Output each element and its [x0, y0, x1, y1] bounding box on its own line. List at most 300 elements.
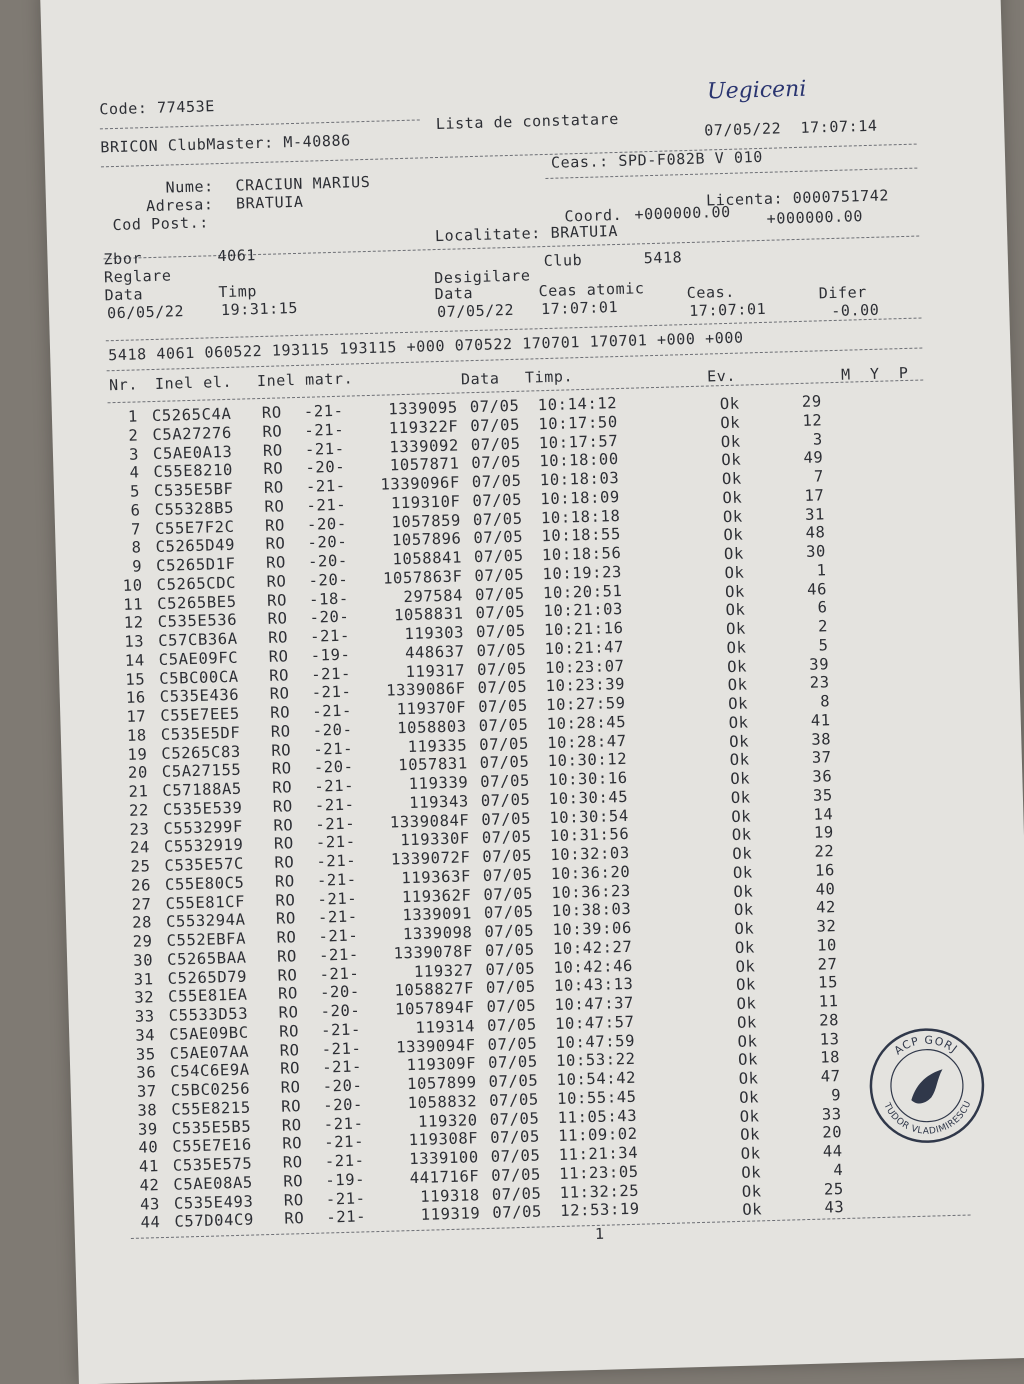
- cell-co: RO: [273, 834, 295, 854]
- cell-ring: 1339100: [409, 1148, 480, 1169]
- data-label: Data: [434, 284, 474, 304]
- cell-ring: 1057859: [391, 510, 462, 531]
- cell-ring: 119362F: [401, 885, 472, 906]
- cell-time: 10:47:37: [554, 993, 635, 1015]
- cell-yr: -21-: [314, 776, 355, 796]
- cell-co: RO: [266, 590, 288, 610]
- cell-yr: -21-: [313, 739, 354, 759]
- cell-p: 14: [813, 804, 834, 824]
- cell-p: 31: [804, 504, 826, 524]
- cell-ev: Ok: [741, 1163, 762, 1182]
- cell-time: 10:17:50: [538, 412, 619, 434]
- cell-date: 07/05: [481, 809, 532, 829]
- cell-yr: -21-: [317, 907, 358, 927]
- cell-co: RO: [262, 440, 284, 460]
- cell-yr: -21-: [304, 420, 345, 440]
- cell-nr: 5: [129, 482, 141, 501]
- cell-co: RO: [279, 1040, 300, 1060]
- cell-date: 07/05: [477, 677, 528, 698]
- cell-nr: 35: [135, 1044, 156, 1064]
- cell-p: 47: [820, 1067, 841, 1086]
- cell-co: RO: [275, 909, 297, 929]
- cell-el: C55E81CF: [165, 892, 246, 913]
- cell-co: RO: [271, 759, 292, 779]
- cell-yr: -21-: [321, 1038, 362, 1059]
- cell-time: 10:14:12: [537, 394, 618, 415]
- cell-el: C5BC00CA: [159, 667, 239, 688]
- cell-p: 8: [819, 692, 831, 711]
- stamp-text-bottom: TUDOR VLADIMIRESCU: [881, 1099, 974, 1137]
- cell-yr: -20-: [308, 570, 349, 590]
- cell-ring: 448637: [404, 642, 465, 662]
- software-label: BRICON ClubMaster: M-40886: [100, 131, 351, 157]
- cell-yr: -20-: [305, 457, 346, 478]
- locality: Localitate: BRATUIA: [434, 221, 619, 246]
- cell-ev: Ok: [723, 544, 745, 564]
- cell-date: 07/05: [490, 1146, 541, 1166]
- cell-date: 07/05: [474, 584, 525, 604]
- club-stamp: [865, 1024, 988, 1147]
- cell-ev: Ok: [722, 488, 743, 507]
- cell-co: RO: [282, 1134, 303, 1153]
- cell-ev: Ok: [727, 675, 748, 695]
- page-number: 1: [594, 1224, 605, 1243]
- cell-nr: 15: [125, 669, 146, 689]
- cell-ev: Ok: [719, 394, 740, 414]
- cell-p: 2: [817, 617, 829, 636]
- cell-time: 10:38:03: [551, 900, 632, 921]
- cell-yr: -21-: [317, 889, 358, 909]
- cell-yr: -20-: [309, 607, 350, 627]
- cell-ring: 441716F: [409, 1166, 480, 1187]
- cell-date: 07/05: [485, 977, 536, 998]
- nume-label: Nume:: [165, 177, 214, 197]
- cell-p: 27: [817, 954, 838, 974]
- cell-date: 07/05: [484, 921, 535, 941]
- cell-ring: 1339092: [389, 435, 460, 456]
- cell-nr: 36: [136, 1063, 157, 1082]
- cell-el: C535E575: [172, 1154, 253, 1175]
- cell-ev: Ok: [722, 507, 744, 526]
- cell-date: 07/05: [488, 1071, 539, 1091]
- cell-nr: 34: [135, 1025, 156, 1045]
- cell-date: 07/05: [486, 1015, 537, 1035]
- cell-yr: -21-: [316, 851, 357, 871]
- cell-ring: 1339098: [402, 923, 473, 944]
- cell-p: 43: [824, 1198, 845, 1217]
- cell-ev: Ok: [724, 563, 745, 582]
- cell-p: 15: [817, 973, 839, 992]
- cell-yr: -21-: [312, 701, 353, 721]
- cell-co: RO: [277, 984, 299, 1003]
- cell-p: 46: [806, 579, 828, 599]
- cell-nr: 20: [127, 763, 149, 783]
- cell-yr: -21-: [306, 495, 347, 515]
- clock-model: Ceas.: SPD-F082B V 010: [550, 147, 764, 172]
- cell-time: 10:21:03: [543, 600, 624, 621]
- cell-ring: 119327: [413, 960, 474, 981]
- cell-p: 6: [817, 598, 828, 617]
- cell-time: 10:39:06: [552, 918, 633, 940]
- cell-el: C535E5DF: [160, 723, 241, 744]
- cell-p: 25: [823, 1179, 845, 1199]
- document-title: Lista de constatare: [435, 109, 620, 133]
- cell-time: 10:21:16: [543, 618, 624, 640]
- cell-yr: -21-: [326, 1207, 367, 1227]
- cell-date: 07/05: [470, 415, 521, 435]
- cell-ring: 119330F: [400, 829, 471, 850]
- cell-ev: Ok: [725, 619, 747, 639]
- cell-ev: Ok: [730, 788, 751, 807]
- cell-co: RO: [268, 647, 289, 666]
- cell-date: 07/05: [482, 846, 533, 866]
- cell-nr: 9: [131, 557, 143, 576]
- cell-p: 38: [811, 729, 832, 749]
- cell-nr: 38: [137, 1100, 158, 1120]
- cell-p: 5: [818, 635, 829, 655]
- cell-time: 10:19:23: [542, 562, 623, 583]
- cell-ev: Ok: [729, 750, 750, 770]
- cell-nr: 42: [139, 1175, 160, 1195]
- cell-el: C57D04C9: [174, 1210, 255, 1231]
- cell-nr: 32: [134, 988, 155, 1008]
- cell-co: RO: [270, 722, 291, 741]
- cell-ev: Ok: [723, 525, 744, 545]
- col-data: Data: [460, 369, 500, 389]
- cell-ev: Ok: [730, 769, 751, 789]
- cell-el: C535E5B5: [171, 1117, 252, 1138]
- col-inel-matr: Inel matr.: [256, 369, 354, 391]
- cell-co: RO: [279, 1059, 301, 1078]
- cell-el: C55E80C5: [164, 873, 245, 894]
- cell-ev: Ok: [734, 919, 755, 938]
- ceas-label: Ceas.: [686, 282, 736, 303]
- cell-ev: Ok: [737, 1050, 759, 1070]
- cell-el: C5532919: [163, 835, 244, 857]
- cell-nr: 6: [130, 501, 141, 520]
- cell-date: 07/05: [485, 959, 536, 979]
- cell-date: 07/05: [472, 509, 523, 529]
- cell-time: 10:54:42: [556, 1068, 637, 1089]
- cell-nr: 23: [129, 819, 150, 839]
- cell-nr: 12: [123, 613, 144, 633]
- coord-value-2: +000000.00: [766, 207, 864, 228]
- cell-ring: 1057899: [406, 1073, 477, 1094]
- cell-nr: 7: [130, 519, 142, 539]
- cell-ev: Ok: [737, 1031, 758, 1051]
- cell-ring: 119335: [407, 735, 468, 756]
- cell-date: 07/05: [480, 790, 531, 810]
- cell-ev: Ok: [727, 694, 749, 714]
- cell-el: C55E81EA: [167, 985, 248, 1007]
- cell-p: 35: [812, 785, 834, 805]
- cell-ring: 119314: [415, 1017, 476, 1037]
- cell-ev: Ok: [726, 657, 748, 676]
- cell-nr: 10: [122, 576, 143, 595]
- cell-co: RO: [278, 1003, 299, 1022]
- cell-el: C535E536: [157, 610, 238, 632]
- cell-nr: 13: [124, 632, 145, 651]
- cell-date: 07/05: [483, 902, 534, 923]
- cell-time: 12:53:19: [560, 1199, 640, 1221]
- cell-time: 10:32:03: [550, 843, 631, 865]
- cell-nr: 24: [129, 838, 151, 858]
- cell-date: 07/05: [476, 640, 527, 660]
- cell-time: 10:53:22: [555, 1050, 636, 1071]
- cell-el: C5265BAA: [166, 948, 247, 969]
- cell-el: C5AE08A5: [173, 1173, 254, 1194]
- cell-yr: -18-: [308, 589, 350, 609]
- flight-number: 4061: [217, 246, 257, 266]
- cell-co: RO: [276, 946, 298, 966]
- cell-nr: 14: [124, 651, 146, 670]
- cell-time: 11:09:02: [557, 1125, 638, 1146]
- cell-nr: 44: [140, 1213, 161, 1232]
- cell-ring: 119318: [419, 1185, 481, 1206]
- cell-ev: Ok: [739, 1125, 761, 1145]
- cell-ev: Ok: [729, 731, 750, 751]
- print-datetime: 07/05/22 17:07:14: [703, 116, 878, 140]
- cell-ring: 119343: [408, 792, 470, 812]
- cell-ev: Ok: [741, 1181, 762, 1201]
- cell-yr: -21-: [303, 401, 344, 421]
- cell-date: 07/05: [475, 621, 527, 642]
- cell-p: 22: [814, 842, 835, 861]
- cell-ev: Ok: [731, 806, 752, 826]
- cell-co: RO: [265, 534, 286, 554]
- cell-ring: 1339086F: [385, 679, 466, 700]
- cell-ring: 1339084F: [389, 810, 470, 832]
- cell-nr: 39: [137, 1119, 159, 1139]
- cell-date: 07/05: [489, 1109, 540, 1129]
- cell-nr: 22: [128, 801, 150, 820]
- cell-yr: -21-: [320, 1020, 362, 1040]
- cell-ring: 1058841: [392, 548, 463, 569]
- cell-nr: 25: [130, 857, 151, 876]
- printed-sheet: [40, 0, 1024, 1384]
- cell-nr: 26: [130, 876, 152, 895]
- cell-el: C5AE07AA: [169, 1042, 250, 1063]
- cell-p: 48: [805, 523, 826, 543]
- cell-yr: -21-: [318, 945, 360, 965]
- cell-p: 13: [819, 1029, 840, 1049]
- cell-ring: 297584: [403, 585, 464, 606]
- ceas-atomic-label: Ceas atomic: [538, 279, 645, 301]
- cell-el: C54C6E9A: [170, 1060, 250, 1082]
- cell-ring: 1058831: [393, 604, 464, 625]
- coord-label: Coord.: [564, 205, 623, 226]
- col-timp: Timp.: [524, 367, 574, 387]
- cell-p: 9: [830, 1085, 842, 1105]
- cell-co: RO: [269, 684, 290, 704]
- cell-ev: Ok: [728, 713, 749, 732]
- cell-date: 07/05: [469, 396, 520, 417]
- cell-co: RO: [272, 797, 294, 816]
- cell-el: C55E8215: [171, 1098, 251, 1119]
- cell-ev: Ok: [742, 1200, 763, 1220]
- cell-ev: Ok: [720, 413, 741, 432]
- cell-el: C535E436: [159, 685, 240, 707]
- cell-yr: -21-: [325, 1188, 366, 1208]
- col-inel-el: Inel el.: [154, 372, 233, 393]
- cell-yr: -20-: [306, 514, 347, 534]
- cell-nr: 19: [127, 744, 148, 764]
- cell-ev: Ok: [740, 1144, 761, 1163]
- cell-ring: 119370F: [396, 698, 467, 719]
- cell-yr: -21-: [309, 626, 351, 646]
- cell-p: 39: [809, 654, 830, 674]
- cell-el: C55328B5: [154, 498, 235, 519]
- cell-ev: Ok: [739, 1106, 760, 1126]
- cell-p: 23: [809, 673, 830, 693]
- code-label: Code: 77453E: [99, 97, 216, 119]
- cell-el: C535E5BF: [153, 479, 234, 501]
- cell-yr: -21-: [305, 476, 346, 496]
- cell-yr: -21-: [319, 963, 360, 984]
- cell-time: 10:23:39: [545, 675, 626, 696]
- cell-time: 10:21:47: [544, 637, 625, 658]
- zbor-label: Zbor: [103, 249, 143, 269]
- cell-nr: 21: [128, 782, 149, 801]
- cell-nr: 4: [129, 463, 140, 482]
- cell-co: RO: [276, 928, 297, 947]
- cell-co: RO: [271, 740, 292, 760]
- cell-ring: 119320: [417, 1110, 478, 1131]
- cell-el: C5265C4A: [151, 404, 232, 426]
- cell-p: 4: [833, 1160, 844, 1180]
- cell-date: 07/05: [483, 884, 534, 904]
- cell-el: C5533D53: [168, 1004, 249, 1025]
- cell-p: 18: [819, 1048, 841, 1067]
- cell-date: 07/05: [473, 546, 524, 567]
- cell-ring: 1057831: [398, 754, 469, 775]
- cell-p: 7: [813, 467, 825, 486]
- cell-date: 07/05: [477, 696, 529, 717]
- cell-time: 10:27:59: [545, 693, 626, 715]
- cell-time: 10:30:16: [548, 768, 628, 790]
- cell-ring: 1057863F: [382, 567, 463, 588]
- cell-p: 28: [818, 1010, 840, 1030]
- cell-p: 44: [822, 1142, 843, 1161]
- cell-ring: 1057896: [391, 529, 462, 550]
- cell-co: RO: [266, 572, 287, 591]
- cell-ring: 1057871: [389, 454, 460, 475]
- cell-el: C5A27276: [152, 423, 233, 444]
- cell-el: C5265CDC: [156, 573, 237, 594]
- cell-time: 10:43:13: [553, 975, 634, 996]
- owner-name: CRACIUN MARIUS: [235, 172, 371, 195]
- cell-time: 10:30:45: [548, 787, 629, 808]
- cell-ev: Ok: [736, 994, 757, 1013]
- cell-date: 07/05: [491, 1183, 542, 1204]
- cell-ev: Ok: [735, 975, 757, 995]
- cell-yr: -21-: [318, 926, 359, 946]
- cell-ring: 119339: [408, 773, 469, 794]
- cell-co: RO: [284, 1209, 305, 1228]
- cell-date: 07/05: [476, 659, 528, 679]
- cell-date: 07/05: [478, 734, 530, 754]
- cell-ev: Ok: [738, 1088, 760, 1107]
- cell-nr: 18: [126, 726, 148, 745]
- cell-yr: -21-: [321, 1057, 363, 1077]
- cell-date: 07/05: [489, 1127, 541, 1148]
- cell-time: 11:21:34: [558, 1143, 639, 1164]
- cell-p: 16: [814, 860, 836, 880]
- cell-nr: 41: [138, 1157, 160, 1176]
- cell-ring: 119363F: [401, 867, 472, 888]
- cell-time: 11:05:43: [557, 1106, 638, 1127]
- cell-date: 07/05: [481, 827, 532, 848]
- cell-el: C552EBFA: [166, 929, 247, 950]
- cell-el: C553294A: [165, 910, 246, 932]
- owner-address: BRATUIA: [235, 192, 304, 213]
- cell-ev: Ok: [738, 1069, 759, 1088]
- cell-time: 10:36:23: [551, 881, 632, 902]
- atomic-clock-time: 17:07:01: [540, 297, 619, 319]
- cell-co: RO: [267, 628, 289, 647]
- cell-co: RO: [273, 815, 294, 835]
- col-nr: Nr.: [108, 375, 139, 395]
- cell-p: 3: [812, 429, 824, 449]
- col-ev: Ev.: [706, 366, 737, 386]
- cell-nr: 17: [126, 707, 147, 726]
- cell-co: RO: [264, 515, 286, 535]
- cell-date: 07/05: [491, 1165, 542, 1185]
- cell-yr: -21-: [304, 439, 345, 459]
- cell-p: 33: [821, 1104, 842, 1124]
- cell-date: 07/05: [488, 1090, 540, 1110]
- cell-co: RO: [283, 1190, 305, 1210]
- licence-number: Licenta: 0000751742: [705, 186, 890, 210]
- cell-nr: 3: [128, 444, 140, 464]
- cell-yr: -19-: [310, 645, 351, 665]
- cell-el: C55E7E16: [172, 1135, 253, 1157]
- col-myp: M Y P: [840, 363, 909, 384]
- cell-yr: -20-: [322, 1095, 364, 1115]
- cell-ev: Ok: [736, 1013, 758, 1032]
- cell-co: RO: [274, 853, 295, 872]
- club-number: 5418: [643, 248, 683, 268]
- cell-yr: -20-: [312, 720, 353, 740]
- cell-time: 10:17:57: [538, 431, 619, 452]
- cell-ev: Ok: [721, 450, 742, 470]
- cell-time: 10:23:07: [544, 656, 625, 677]
- cell-el: C535E493: [173, 1192, 254, 1213]
- cell-ring: 119317: [405, 660, 466, 681]
- cell-time: 10:30:54: [549, 806, 629, 827]
- handwritten-note: Uegiceni: [706, 76, 807, 105]
- cell-ring: 119310F: [390, 492, 461, 513]
- cell-ev: Ok: [735, 956, 756, 976]
- cell-co: RO: [281, 1115, 302, 1135]
- cell-el: C535E57C: [164, 854, 245, 875]
- cell-p: 42: [815, 898, 837, 917]
- desigilare-label: Desigilare: [433, 266, 531, 288]
- cell-p: 12: [802, 411, 823, 430]
- cell-nr: 29: [132, 932, 153, 951]
- cod-post-label: Cod Post.:: [112, 213, 210, 235]
- cell-co: RO: [267, 609, 288, 629]
- cell-co: RO: [282, 1153, 303, 1172]
- cell-date: 07/05: [474, 565, 525, 585]
- cell-time: 10:47:57: [554, 1012, 635, 1033]
- cell-el: C55E7EE5: [160, 704, 241, 725]
- cell-el: C535E539: [162, 798, 243, 819]
- cell-nr: 27: [131, 894, 152, 914]
- difer-label: Difer: [818, 283, 868, 303]
- cell-date: 07/05: [473, 527, 524, 548]
- cell-el: C5BC0256: [170, 1079, 251, 1100]
